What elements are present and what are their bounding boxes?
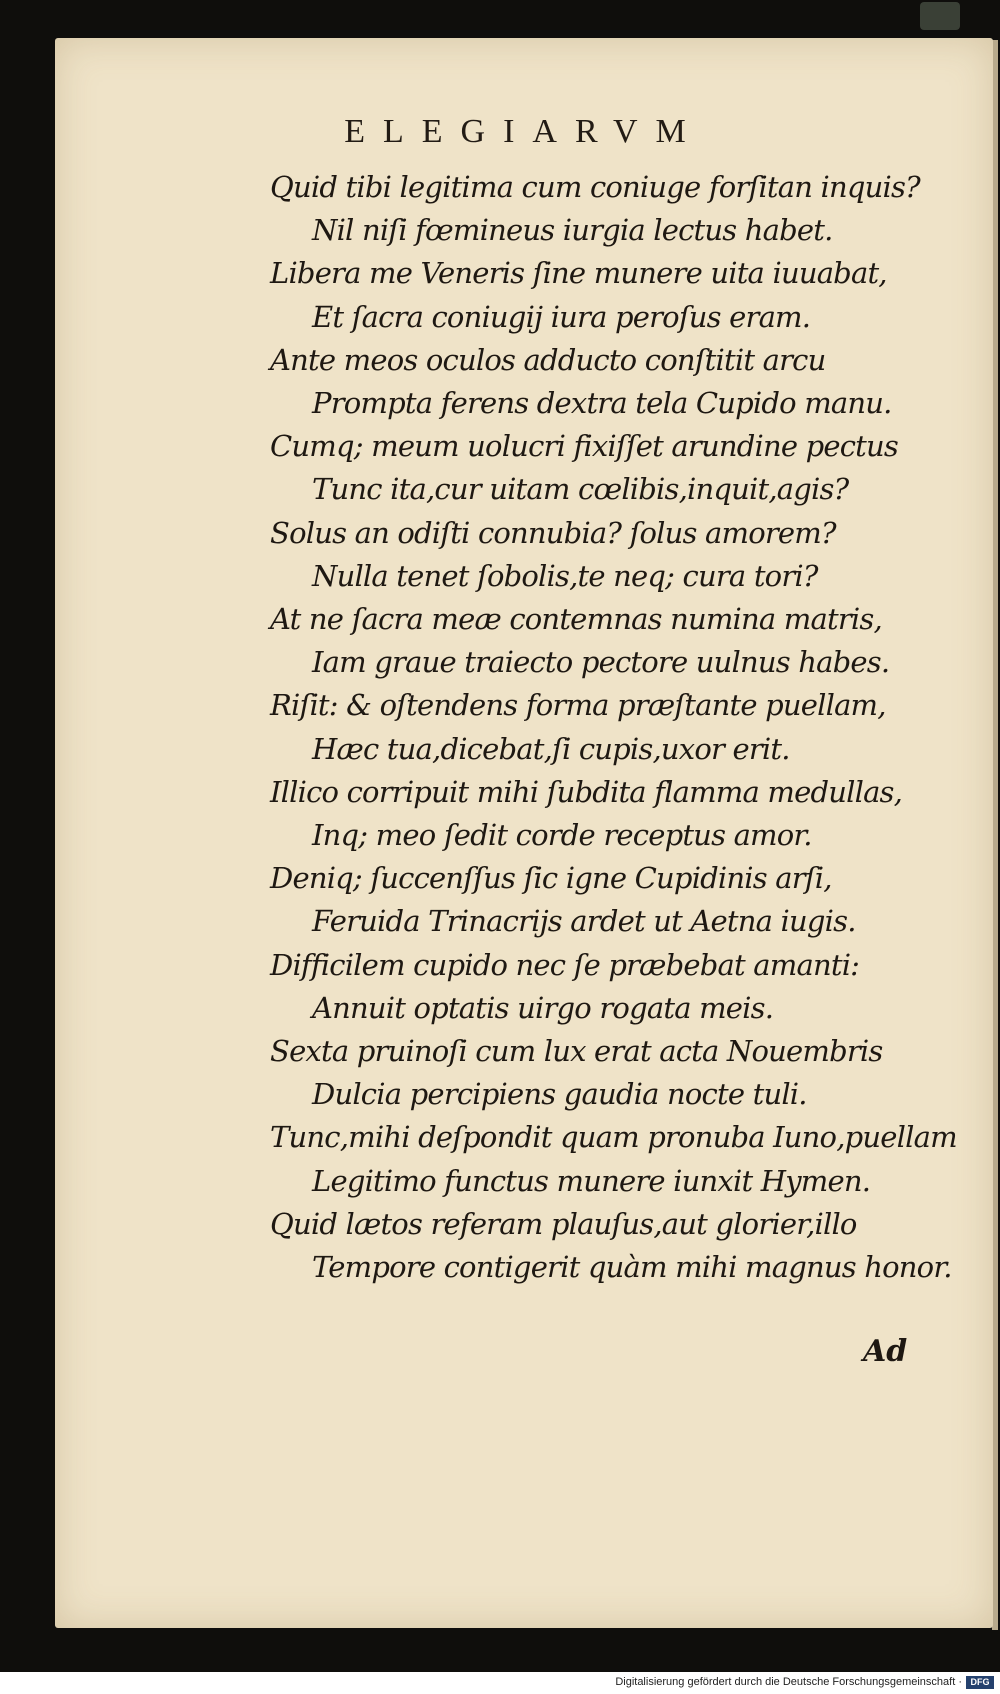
- verse-pentameter: Nil niſi fœmineus iurgia lectus habet.: [312, 213, 833, 248]
- verse-pentameter: Tempore contigerit quàm mihi magnus honor.: [312, 1250, 952, 1284]
- verse-hexameter: At ne ſacra meæ contemnas numina matris,: [270, 602, 882, 636]
- verse-hexameter: Difficilem cupido nec ſe præbebat amanti:: [270, 947, 860, 982]
- catchword: Ad: [863, 1334, 908, 1369]
- verse-pentameter: Iam graue traiecto pectore uulnus habes.: [312, 645, 890, 680]
- verse-hexameter: Ante meos oculos adducto conſtitit arcu: [270, 342, 826, 377]
- verse-hexameter: Libera me Veneris ſine munere uita iuuabat,: [270, 256, 887, 291]
- binding-clip: [920, 2, 960, 30]
- footer-bar: [0, 1672, 1000, 1694]
- verse-pentameter: Dulcia percipiens gaudia nocte tuli.: [312, 1077, 807, 1112]
- verse-pentameter: Prompta ferens dextra tela Cupido manu.: [312, 386, 892, 420]
- verse-hexameter: Tunc,mihi deſpondit quam pronuba Iuno,puellam: [270, 1120, 957, 1155]
- dfg-logo: DFG: [966, 1676, 994, 1689]
- verse-hexameter: Riſit: & oſtendens forma præſtante puellam,: [270, 688, 886, 723]
- verse-hexameter: Solus an odiſti connubia? ſolus amorem?: [270, 515, 836, 550]
- verse-hexameter: Quid tibi legitima cum coniuge forſitan inquis?: [270, 170, 920, 204]
- book-page: [55, 38, 993, 1628]
- verse-pentameter: Legitimo functus munere iunxit Hymen.: [312, 1163, 871, 1198]
- verse-hexameter: Sexta pruinoſi cum lux erat acta Nouembris: [270, 1034, 883, 1068]
- funding-credit: Digitalisierung gefördert durch die Deutsche Forschungsgemeinschaft ·: [615, 1676, 962, 1688]
- verse-pentameter: Et ſacra coniugij iura peroſus eram.: [312, 299, 811, 334]
- verse-hexameter: Illico corripuit mihi ſubdita flamma medullas,: [270, 774, 903, 809]
- verse-pentameter: Annuit optatis uirgo rogata meis.: [312, 990, 774, 1025]
- verse-pentameter: Nulla tenet ſobolis,te neq; cura tori?: [312, 558, 818, 593]
- verse-pentameter: Inq; meo ſedit corde receptus amor.: [312, 818, 812, 852]
- verse-hexameter: Deniq; ſuccenſſus ſic igne Cupidinis arſi,: [270, 861, 832, 896]
- running-head: ELEGIARVM: [344, 113, 704, 150]
- verse-hexameter: Quid lætos referam plauſus,aut glorier,illo: [270, 1206, 857, 1241]
- verse-pentameter: Tunc ita,cur uitam cœlibis,inquit,agis?: [312, 472, 849, 507]
- verse-pentameter: Hæc tua,dicebat,ſi cupis,uxor erit.: [312, 731, 790, 766]
- verse-hexameter: Cumq; meum uolucri fixiſſet arundine pectus: [270, 429, 898, 464]
- verse-pentameter: Feruida Trinacrijs ardet ut Aetna iugis.: [312, 904, 856, 939]
